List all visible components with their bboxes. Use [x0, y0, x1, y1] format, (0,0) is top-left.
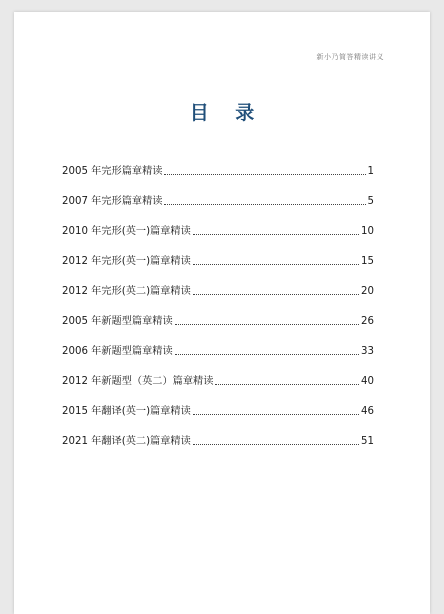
toc-entry[interactable]	[62, 312, 374, 328]
toc-entry[interactable]	[62, 252, 374, 268]
toc-entry[interactable]	[62, 222, 374, 238]
toc-entry-label: 2005 年新题型篇章精读	[62, 316, 173, 327]
toc-entry-page: 51	[361, 436, 374, 447]
toc-entry-label: 2012 年完形(英一)篇章精读	[62, 256, 191, 267]
toc-entry-page: 15	[361, 256, 374, 267]
page-title: 目 录	[189, 102, 265, 124]
dot-leader	[175, 323, 359, 325]
toc-entry-page: 10	[361, 226, 374, 237]
toc-entry[interactable]	[62, 282, 374, 298]
toc-entry-label: 2012 年新题型（英二）篇章精读	[62, 376, 214, 387]
toc-entry-label: 2021 年翻译(英二)篇章精读	[62, 436, 191, 447]
toc-entry-page: 33	[361, 346, 374, 357]
toc-entry-label: 2007 年完形篇章精读	[62, 196, 163, 207]
dot-leader	[193, 293, 359, 295]
dot-leader	[193, 413, 359, 415]
toc-entry-label: 2010 年完形(英一)篇章精读	[62, 226, 191, 237]
toc-entry-page: 1	[367, 166, 374, 177]
toc-entry-label: 2012 年完形(英二)篇章精读	[62, 286, 191, 297]
toc-entry-label: 2005 年完形篇章精读	[62, 166, 163, 177]
toc-entry[interactable]	[62, 432, 374, 448]
dot-leader	[215, 383, 359, 385]
document-page	[14, 12, 430, 614]
dot-leader	[193, 233, 359, 235]
toc-entry[interactable]	[62, 402, 374, 418]
toc-entry[interactable]	[62, 162, 374, 178]
toc-entry-page: 46	[361, 406, 374, 417]
toc-entry[interactable]	[62, 342, 374, 358]
dot-leader	[193, 263, 359, 265]
toc-entry[interactable]	[62, 192, 374, 208]
header-note: 新小乃简答精读讲义	[316, 53, 384, 61]
dot-leader	[175, 353, 359, 355]
toc-entry-label: 2006 年新题型篇章精读	[62, 346, 173, 357]
toc-entry-page: 26	[361, 316, 374, 327]
toc-entry-label: 2015 年翻译(英一)篇章精读	[62, 406, 191, 417]
toc-entry-page: 20	[361, 286, 374, 297]
toc-entry-page: 5	[367, 196, 374, 207]
dot-leader	[193, 443, 359, 445]
dot-leader	[164, 203, 365, 205]
toc-entry[interactable]	[62, 372, 374, 388]
toc-entry-page: 40	[361, 376, 374, 387]
dot-leader	[164, 173, 365, 175]
